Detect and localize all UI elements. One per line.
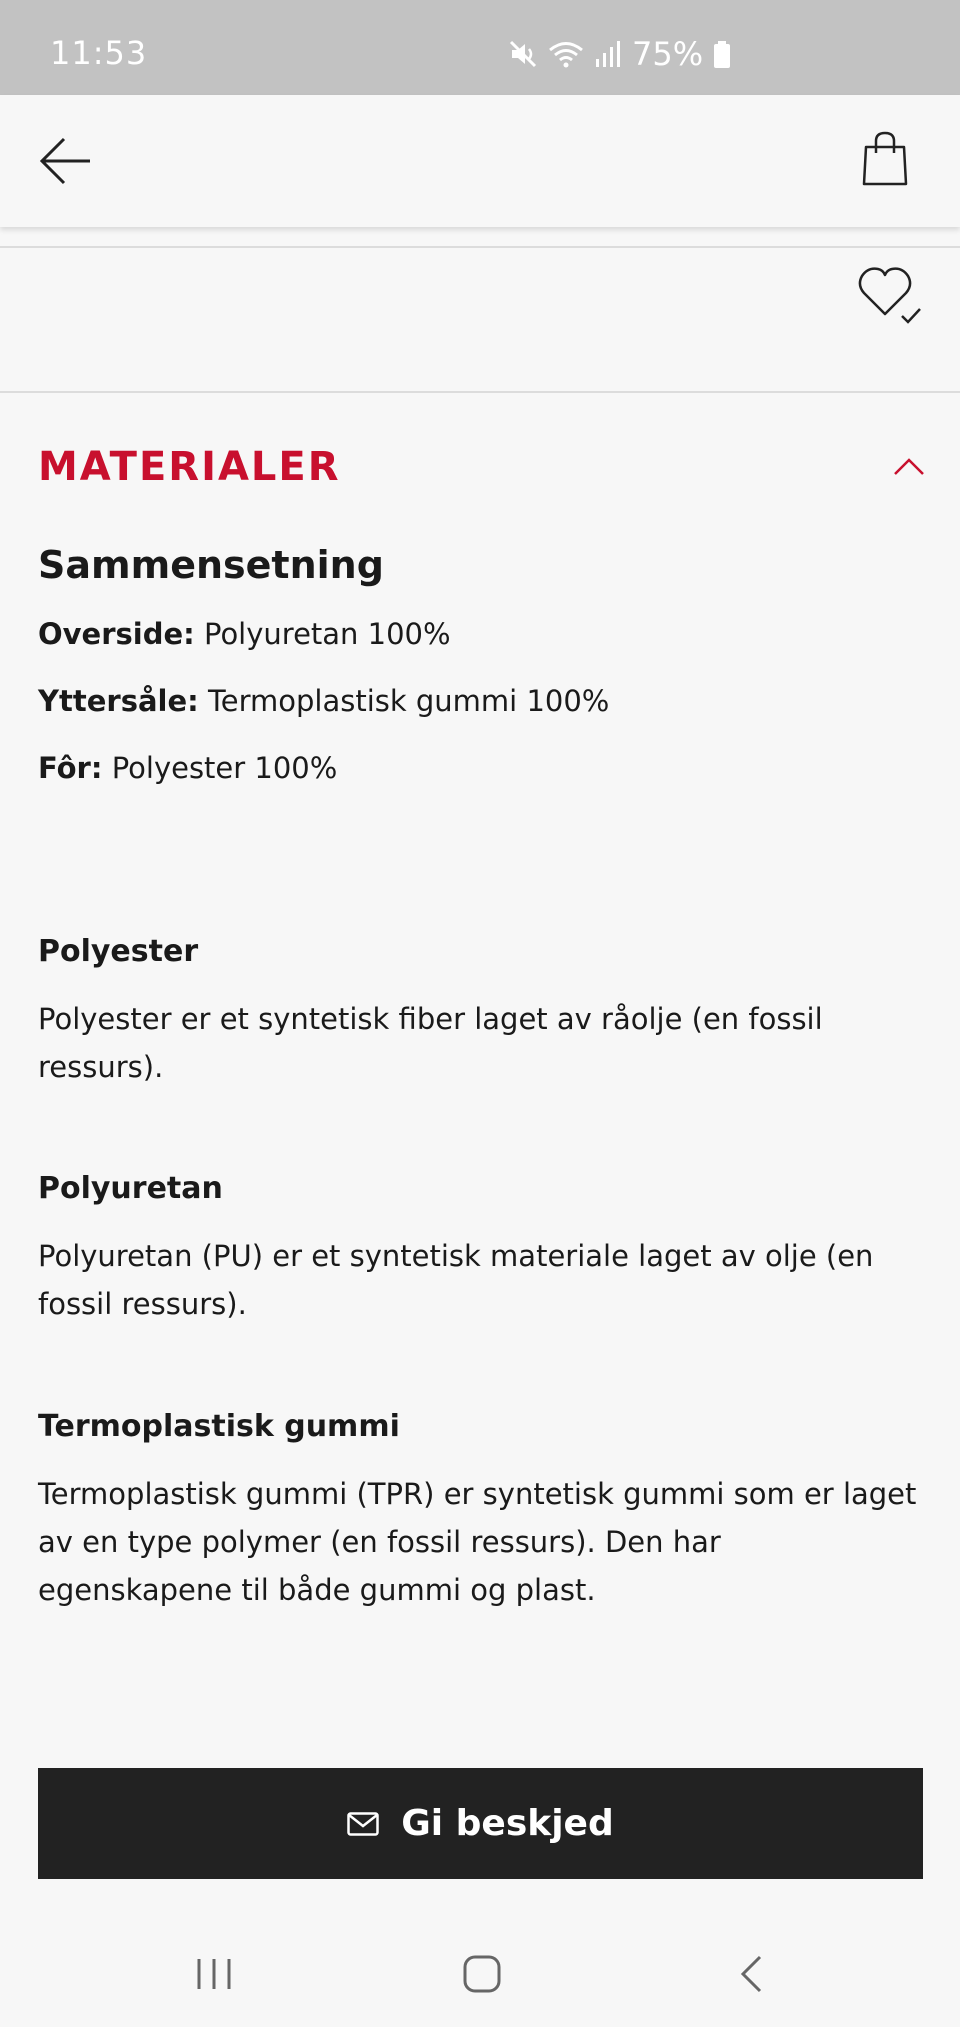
shopping-bag-icon[interactable] [862,131,908,187]
composition-line [38,684,609,718]
composition-value: Polyuretan 100% [203,617,451,651]
mute-icon [508,39,538,69]
divider [0,246,960,248]
signal-icon [594,39,622,69]
composition-label: Fôr: [38,751,103,785]
wifi-icon [548,39,584,69]
divider [0,391,960,393]
composition-label: Overside: [38,617,195,651]
nav-back-icon[interactable] [738,1954,764,1994]
material-description: Polyuretan (PU) er et syntetisk materiale laget av olje (en fossil ressurs). [38,1239,874,1321]
material-title: Polyester [38,934,199,969]
back-arrow-icon[interactable] [38,135,94,187]
system-nav-bar [0,1916,960,2027]
composition-heading: Sammensetning [38,543,384,587]
material-title: Termoplastisk gummi [38,1409,400,1444]
composition-line [38,617,451,651]
material-description: Polyester er et syntetisk fiber laget av råolje (en fossil ressurs). [38,1002,823,1084]
material-description: Termoplastisk gummi (TPR) er syntetisk gummi som er laget av en type polymer (en fossil ressurs). Den har egenskapene til både gummi og plast. [38,1477,917,1607]
battery-percent: 75% [632,35,704,73]
battery-icon [713,39,731,69]
composition-line [38,751,337,785]
notify-button-label: Gi beskjed [401,1803,614,1844]
home-icon[interactable] [462,1954,502,1994]
composition-value: Polyester 100% [111,751,338,785]
section-title[interactable]: MATERIALER [38,444,341,490]
favorite-heart-icon[interactable] [856,262,926,332]
envelope-icon [347,1812,379,1836]
chevron-up-icon[interactable] [892,456,926,476]
composition-label: Yttersåle: [38,684,199,718]
composition-value: Termoplastisk gummi 100% [207,684,610,718]
status-time: 11:53 [50,34,148,72]
app-bar [0,95,960,227]
status-bar [0,0,960,95]
recents-icon[interactable] [194,1956,234,1992]
material-title: Polyuretan [38,1171,223,1206]
notify-me-button[interactable] [38,1768,923,1879]
status-icons [508,34,731,74]
